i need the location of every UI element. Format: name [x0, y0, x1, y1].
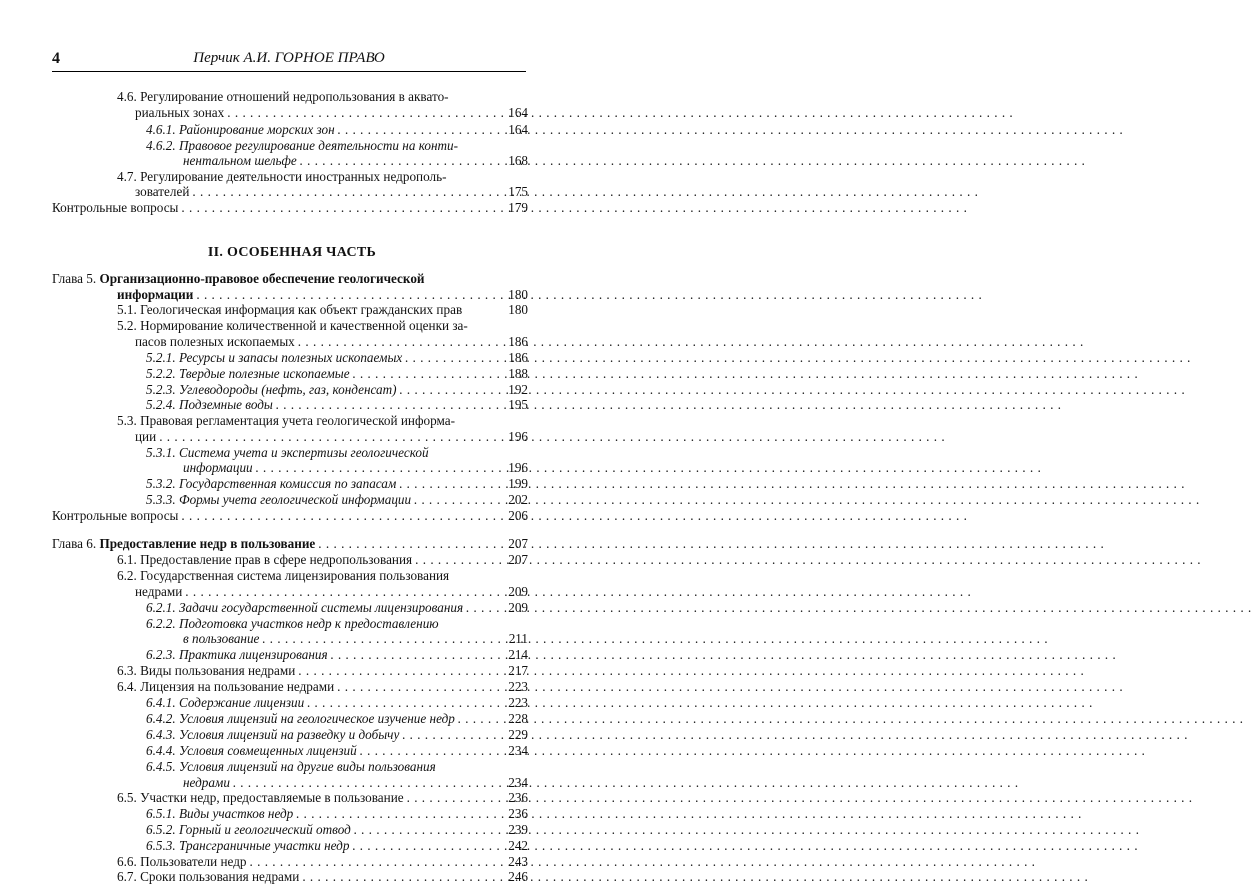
toc-entry: 5.3. Правовая регламентация учета геологической информа- [117, 413, 455, 428]
toc-entry: 4.6. Регулирование отношений недропользования в аквато- [117, 89, 449, 104]
toc-entry: 6.4.1. Содержание лицензии . . . 223 [146, 695, 528, 711]
toc-entry: 6.2.1. Задачи государственной системы лицензирования . . . 209 [146, 600, 528, 616]
toc-entry: пасов полезных ископаемых . . . 186 [135, 334, 528, 350]
toc-entry: нентальном шельфе . . . 168 [183, 153, 528, 169]
toc-entry: 5.2.1. Ресурсы и запасы полезных ископаемых . . . 186 [146, 350, 528, 366]
running-title: Перчик А.И. ГОРНОЕ ПРАВО [193, 50, 385, 66]
toc-entry: 6.4.2. Условия лицензий на геологическое изучение недр . . . 228 [146, 711, 528, 727]
toc-entry: 6.1. Предоставление прав в сфере недропользования . . . 207 [117, 552, 528, 568]
toc-entry: 6.2.3. Практика лицензирования . . . 214 [146, 647, 528, 663]
toc-entry: 5.3.3. Формы учета геологической информации . . . 202 [146, 492, 528, 508]
chapter-heading: Глава 5. Организационно-правовое обеспечение геологической [52, 271, 425, 286]
section-title: II. ОСОБЕННАЯ ЧАСТЬ [207, 245, 377, 260]
toc-entry: 5.2.2. Твердые полезные ископаемые . . . 188 [146, 366, 528, 382]
toc-entry: ции . . . 196 [135, 429, 528, 445]
toc-entry: 6.4.3. Условия лицензий на разведку и добычу . . . 229 [146, 727, 528, 743]
toc-entry: 4.7. Регулирование деятельности иностранных недрополь- [117, 169, 447, 184]
toc-entry: в пользование . . . 211 [183, 631, 528, 647]
toc-entry: 4.6.2. Правовое регулирование деятельности на конти- [146, 138, 459, 153]
toc-entry: 4.6.1. Районирование морских зон . . . 164 [146, 122, 528, 138]
toc-entry: Контрольные вопросы . . . 206 [52, 508, 528, 524]
toc-entry: 6.7. Сроки пользования недрами . . . 246 [117, 869, 528, 885]
toc-entry: зователей . . . 175 [135, 184, 528, 200]
toc-entry: 5.1. Геологическая информация как объект гражданских прав 180 [117, 302, 528, 317]
toc-entry: 6.5.3. Трансграничные участки недр . . . 242 [146, 838, 528, 854]
toc-entry: 6.5.1. Виды участков недр . . . 236 [146, 806, 528, 822]
toc-entry: 6.6. Пользователи недр . . . 243 [117, 854, 528, 870]
toc-entry: информации . . . 180 [117, 287, 528, 303]
toc-entry: 6.4.5. Условия лицензий на другие виды пользования [146, 759, 436, 774]
toc-entry: 6.4. Лицензия на пользование недрами . . . 223 [117, 679, 528, 695]
page-header [52, 51, 526, 72]
toc-entry: недрами . . . 234 [183, 775, 528, 791]
toc-entry: 5.2.3. Углеводороды (нефть, газ, конденсат) . . . 192 [146, 382, 528, 398]
toc-entry: 5.2. Нормирование количественной и качественной оценки за- [117, 318, 468, 333]
page-number: 4 [52, 50, 60, 67]
toc-entry: Контрольные вопросы . . . 179 [52, 200, 528, 216]
toc-entry: информации . . . 196 [183, 460, 528, 476]
toc-entry: недрами . . . 209 [135, 584, 528, 600]
toc-entry: 5.3.2. Государственная комиссия по запасам . . . 199 [146, 476, 528, 492]
toc-entry: 6.5. Участки недр, предоставляемые в пользование . . . 236 [117, 790, 528, 806]
toc-entry: 6.5.2. Горный и геологический отвод . . . 239 [146, 822, 528, 838]
toc-entry: 5.3.1. Система учета и экспертизы геологической [146, 445, 429, 460]
toc-entry: риальных зонах . . . 164 [135, 105, 528, 121]
toc-entry: 6.4.4. Условия совмещенных лицензий . . . 234 [146, 743, 528, 759]
toc-entry: 6.2.2. Подготовка участков недр к предоставлению [146, 616, 439, 631]
toc-entry: 5.2.4. Подземные воды . . . 195 [146, 397, 528, 413]
toc-entry: 6.3. Виды пользования недрами . . . 217 [117, 663, 528, 679]
toc-entry: 6.2. Государственная система лицензирования пользования [117, 568, 450, 583]
chapter-heading: Глава 6. Предоставление недр в пользование . . . 207 [52, 536, 528, 552]
